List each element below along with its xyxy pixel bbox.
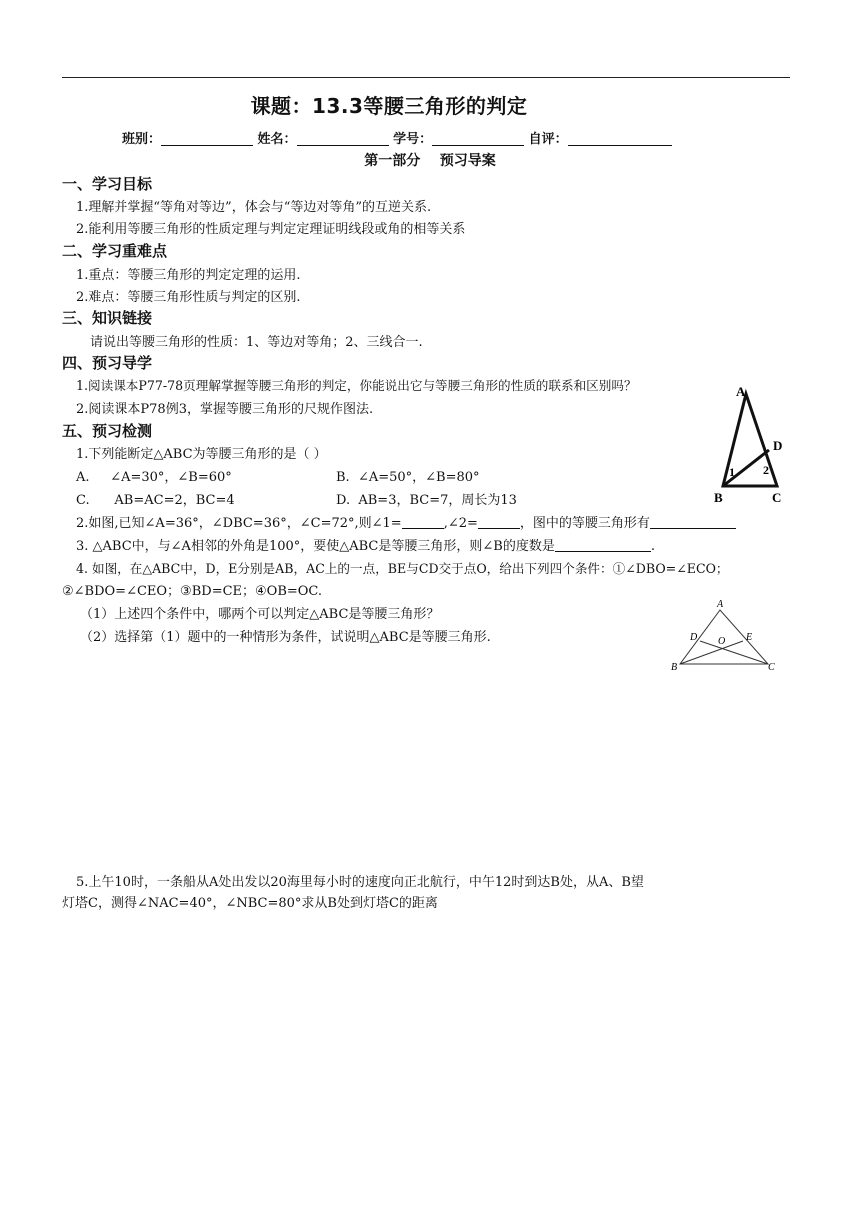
q1-option-d[interactable]: D. AB=3，BC=7，周长为13: [336, 493, 517, 508]
student-info-row: [122, 128, 672, 147]
q1-option-b[interactable]: B. ∠A=50°，∠B=80°: [336, 470, 480, 485]
q3-text: [76, 535, 655, 554]
label-e2: E: [746, 632, 753, 643]
label-b: B: [714, 490, 723, 505]
id-label: 学号：: [393, 132, 433, 147]
q2-blank-angle2[interactable]: [478, 515, 520, 529]
q1-stem: 1.下列能断定△ABC为等腰三角形的是（ ）: [76, 447, 327, 462]
page-title: 课题：13.3等腰三角形的判定: [250, 94, 528, 118]
section-heading-key-points: 二、学习重难点: [62, 242, 168, 260]
name-label: 姓名：: [257, 132, 297, 147]
goal-item-2: 2.能利用等腰三角形的性质定理与判定定理证明线段或角的相等关系: [76, 222, 466, 237]
section-heading-goals: 一、学习目标: [62, 175, 153, 193]
label-o2: O: [718, 636, 726, 647]
key-point-1: 1.重点：等腰三角形的判定定理的运用.: [76, 268, 301, 283]
goal-item-1: 1.理解并掌握“等角对等边”，体会与“等边对等角”的互逆关系.: [76, 200, 432, 215]
q2-part1: 2.如图,已知∠A=36°，∠DBC=36°，∠C=72°,则∠1=: [76, 516, 402, 531]
part-title: 第一部分 预习导案: [364, 153, 496, 169]
q2-part2: ,∠2=: [443, 516, 478, 531]
eval-field[interactable]: [568, 131, 672, 146]
name-field[interactable]: [297, 131, 389, 146]
q4-line1: 4. 如图，在△ABC中，D，E分别是AB，AC上的一点，BE与CD交于点O，给出下列四个条件：①∠DBO=∠ECO；: [76, 561, 729, 576]
knowledge-item: 请说出等腰三角形的性质：1、等边对等角；2、三线合一.: [90, 335, 423, 350]
section-heading-check: 五、预习检测: [62, 422, 153, 440]
guide-item-1: 1.阅读课本P77-78页理解掌握等腰三角形的判定，你能说出它与等腰三角形的性质的联系和区别吗？: [76, 378, 637, 393]
q4-sub2: （2）选择第（1）题中的一种情形为条件，试说明△ABC是等腰三角形.: [80, 630, 491, 645]
figure-triangle-cevians: [668, 598, 780, 674]
q5-line1: 5.上午10时，一条船从A处出发以20海里每小时的速度向正北航行，中午12时到达B处，从A、B望: [76, 875, 644, 890]
q2-blank-angle1[interactable]: [402, 515, 444, 529]
label-c: C: [772, 490, 782, 505]
q1-option-c[interactable]: C. AB=AC=2，BC=4: [76, 493, 235, 508]
label-angle-2: 2: [763, 463, 769, 477]
section-heading-knowledge: 三、知识链接: [62, 309, 153, 327]
q2-text: [76, 512, 736, 531]
label-b2: B: [671, 662, 678, 673]
key-point-2: 2.难点：等腰三角形性质与判定的区别.: [76, 290, 301, 305]
label-a: A: [736, 384, 746, 399]
guide-item-2: 2.阅读课本P78例3，掌握等腰三角形的尺规作图法.: [76, 402, 374, 417]
label-angle-1: 1: [729, 465, 735, 479]
label-a2: A: [717, 599, 724, 610]
class-label: 班别：: [122, 132, 162, 147]
q3-stem: 3. △ABC中，与∠A相邻的外角是100°，要使△ABC是等腰三角形，则∠B的度数是: [76, 539, 555, 554]
q4-line2: ②∠BDO=∠CEO；③BD=CE；④OB=OC.: [62, 584, 323, 599]
label-d2: D: [690, 632, 698, 643]
q4-sub1: （1）上述四个条件中，哪两个可以判定△ABC是等腰三角形？: [80, 607, 440, 622]
label-c2: C: [768, 662, 775, 673]
q3-end: .: [650, 539, 655, 554]
q5-line2: 灯塔C，测得∠NAC=40°，∠NBC=80°求从B处到灯塔C的距离: [62, 896, 438, 911]
section-heading-guide: 四、预习导学: [62, 354, 153, 372]
q2-blank-triangles[interactable]: [650, 515, 736, 529]
id-field[interactable]: [432, 131, 524, 146]
q2-part3: ，图中的等腰三角形有: [519, 516, 650, 531]
class-field[interactable]: [161, 131, 253, 146]
header-rule: [62, 77, 790, 78]
figure-triangle-abd: [712, 382, 792, 506]
label-d: D: [773, 438, 783, 453]
q1-option-a[interactable]: A. ∠A=30°，∠B=60°: [76, 470, 232, 485]
q3-blank[interactable]: [555, 538, 651, 552]
eval-label: 自评：: [528, 132, 568, 147]
